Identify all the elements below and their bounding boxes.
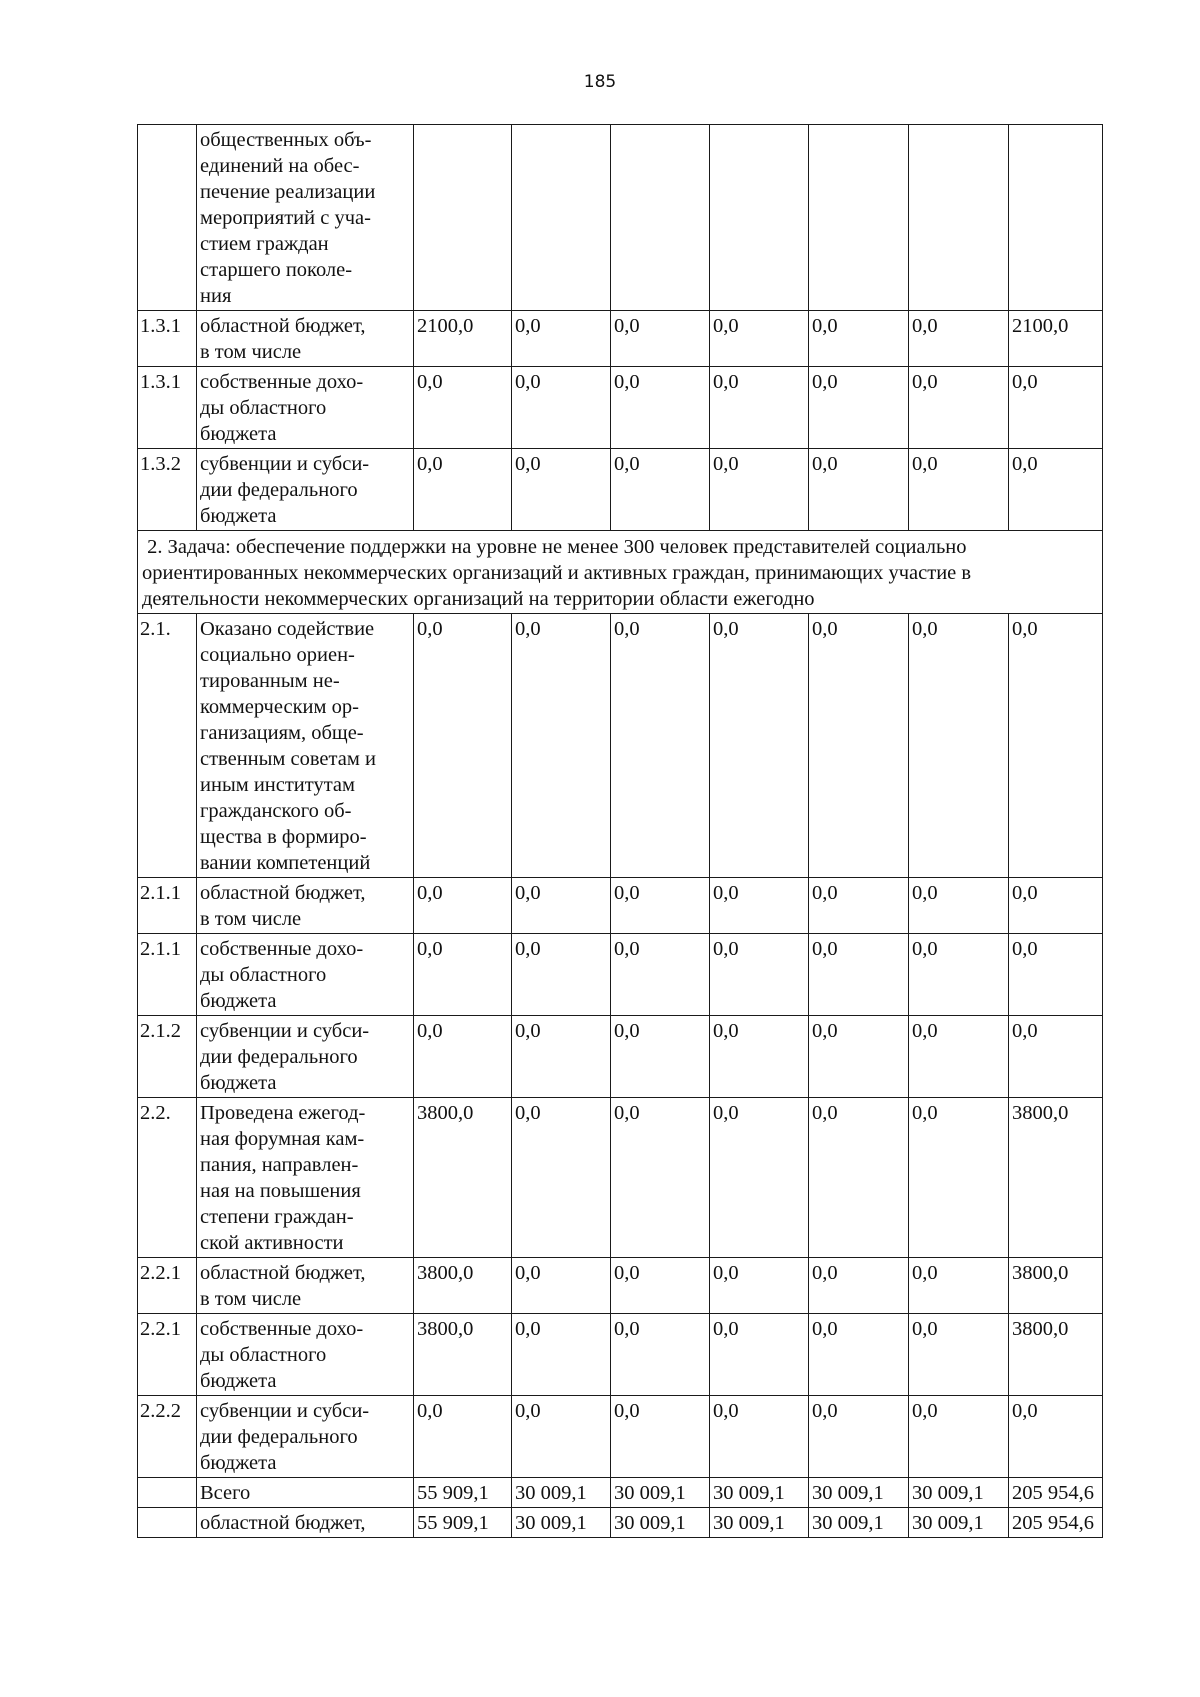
name-line: субвенции и субси- bbox=[200, 1400, 370, 1422]
task-line: деятельности некоммерческих организаций на территории области ежегодно bbox=[142, 588, 815, 610]
row-name bbox=[197, 1478, 414, 1508]
value-cell: 0,0 bbox=[809, 614, 909, 878]
value-cell: 30 009,1 bbox=[512, 1478, 611, 1508]
value-cell: 0,0 bbox=[809, 311, 909, 367]
value-cell: 0,0 bbox=[512, 1258, 611, 1314]
name-line: ды областного bbox=[200, 1344, 327, 1366]
name-line: ды областного bbox=[200, 964, 327, 986]
name-line: в том числе bbox=[200, 1288, 302, 1310]
name-line: ды областного bbox=[200, 397, 327, 419]
value-cell bbox=[1009, 125, 1103, 311]
name-line: Оказано содействие bbox=[200, 618, 375, 640]
value-cell: 0,0 bbox=[809, 1098, 909, 1258]
name-line: областной бюджет, bbox=[200, 1262, 366, 1284]
name-line: социально ориен- bbox=[200, 644, 355, 666]
value-cell: 30 009,1 bbox=[611, 1508, 710, 1538]
value-cell: 3800,0 bbox=[1009, 1314, 1103, 1396]
row-name bbox=[197, 367, 414, 449]
row-code: 2.2.1 bbox=[138, 1314, 197, 1396]
value-cell: 0,0 bbox=[1009, 1396, 1103, 1478]
task-line: ориентированных некоммерческих организаций и активных граждан, принимающих участие в bbox=[142, 562, 972, 584]
value-cell: 0,0 bbox=[611, 367, 710, 449]
value-cell: 0,0 bbox=[414, 614, 512, 878]
value-cell: 3800,0 bbox=[414, 1314, 512, 1396]
name-line: собственные дохо- bbox=[200, 1318, 364, 1340]
table-row bbox=[138, 1258, 1103, 1314]
value-cell: 0,0 bbox=[1009, 614, 1103, 878]
value-cell: 0,0 bbox=[611, 878, 710, 934]
page-number: 185 bbox=[583, 72, 617, 92]
name-line: областной бюджет, bbox=[200, 315, 366, 337]
value-cell bbox=[909, 125, 1009, 311]
value-cell: 3800,0 bbox=[1009, 1098, 1103, 1258]
table-row bbox=[138, 614, 1103, 878]
value-cell: 205 954,6 bbox=[1009, 1478, 1103, 1508]
value-cell: 0,0 bbox=[809, 1314, 909, 1396]
row-code: 2.2.1 bbox=[138, 1258, 197, 1314]
value-cell: 0,0 bbox=[414, 449, 512, 531]
value-cell: 0,0 bbox=[512, 311, 611, 367]
name-line: дии федерального bbox=[200, 479, 358, 501]
row-name bbox=[197, 449, 414, 531]
row-name bbox=[197, 1314, 414, 1396]
value-cell: 0,0 bbox=[909, 1098, 1009, 1258]
value-cell: 0,0 bbox=[909, 1016, 1009, 1098]
table-row bbox=[138, 367, 1103, 449]
total-row bbox=[138, 1508, 1103, 1538]
total-row bbox=[138, 1478, 1103, 1508]
value-cell bbox=[512, 125, 611, 311]
value-cell: 0,0 bbox=[909, 1258, 1009, 1314]
value-cell: 0,0 bbox=[710, 367, 809, 449]
value-cell: 0,0 bbox=[611, 311, 710, 367]
row-code: 2.1.1 bbox=[138, 878, 197, 934]
value-cell: 0,0 bbox=[1009, 934, 1103, 1016]
name-line: ная форумная кам- bbox=[200, 1128, 365, 1150]
value-cell: 0,0 bbox=[710, 878, 809, 934]
name-line: бюджета bbox=[200, 1452, 277, 1474]
value-cell: 0,0 bbox=[809, 934, 909, 1016]
value-cell: 0,0 bbox=[512, 367, 611, 449]
value-cell: 2100,0 bbox=[1009, 311, 1103, 367]
name-line: областной бюджет, bbox=[200, 1512, 366, 1534]
name-line: пания, направлен- bbox=[200, 1154, 359, 1176]
value-cell: 30 009,1 bbox=[809, 1508, 909, 1538]
value-cell: 0,0 bbox=[809, 367, 909, 449]
name-line: щества в формиро- bbox=[200, 826, 367, 848]
value-cell: 0,0 bbox=[710, 1396, 809, 1478]
value-cell: 2100,0 bbox=[414, 311, 512, 367]
value-cell: 0,0 bbox=[414, 1396, 512, 1478]
name-line: старшего поколе- bbox=[200, 259, 353, 281]
value-cell bbox=[710, 125, 809, 311]
value-cell: 3800,0 bbox=[414, 1258, 512, 1314]
value-cell: 30 009,1 bbox=[909, 1508, 1009, 1538]
name-line: Всего bbox=[200, 1482, 251, 1504]
value-cell: 205 954,6 bbox=[1009, 1508, 1103, 1538]
value-cell bbox=[809, 125, 909, 311]
name-line: Проведена ежегод- bbox=[200, 1102, 366, 1124]
row-name bbox=[197, 878, 414, 934]
value-cell: 0,0 bbox=[414, 934, 512, 1016]
value-cell: 0,0 bbox=[414, 367, 512, 449]
name-line: в том числе bbox=[200, 908, 302, 930]
name-line: в том числе bbox=[200, 341, 302, 363]
value-cell: 0,0 bbox=[909, 367, 1009, 449]
name-line: ственным советам и bbox=[200, 748, 376, 770]
value-cell: 0,0 bbox=[611, 449, 710, 531]
name-line: бюджета bbox=[200, 1370, 277, 1392]
row-name bbox=[197, 1258, 414, 1314]
row-code: 2.1. bbox=[138, 614, 197, 878]
name-line: собственные дохо- bbox=[200, 938, 364, 960]
table-row bbox=[138, 1396, 1103, 1478]
value-cell: 3800,0 bbox=[414, 1098, 512, 1258]
row-name bbox=[197, 1508, 414, 1538]
value-cell: 0,0 bbox=[909, 878, 1009, 934]
table-row-continuation bbox=[138, 125, 1103, 311]
value-cell: 0,0 bbox=[611, 1016, 710, 1098]
value-cell: 30 009,1 bbox=[710, 1478, 809, 1508]
value-cell: 0,0 bbox=[909, 449, 1009, 531]
table-row bbox=[138, 1016, 1103, 1098]
row-name bbox=[197, 934, 414, 1016]
value-cell: 0,0 bbox=[512, 934, 611, 1016]
table-row bbox=[138, 449, 1103, 531]
value-cell: 0,0 bbox=[909, 1396, 1009, 1478]
row-code bbox=[138, 1508, 197, 1538]
value-cell: 30 009,1 bbox=[512, 1508, 611, 1538]
value-cell: 0,0 bbox=[809, 1258, 909, 1314]
value-cell: 0,0 bbox=[611, 1314, 710, 1396]
row-code: 2.2. bbox=[138, 1098, 197, 1258]
value-cell: 0,0 bbox=[1009, 878, 1103, 934]
table-row bbox=[138, 1098, 1103, 1258]
name-line: общественных объ- bbox=[200, 129, 372, 151]
task-line: 2. Задача: обеспечение поддержки на уровне не менее 300 человек представителей социально bbox=[142, 536, 967, 558]
value-cell: 0,0 bbox=[710, 1016, 809, 1098]
name-line: иным институтам bbox=[200, 774, 356, 796]
name-line: субвенции и субси- bbox=[200, 453, 370, 475]
row-code bbox=[138, 125, 197, 311]
value-cell: 0,0 bbox=[710, 1258, 809, 1314]
row-name bbox=[197, 1016, 414, 1098]
name-line: печение реализации bbox=[200, 181, 376, 203]
value-cell: 0,0 bbox=[710, 449, 809, 531]
table-row bbox=[138, 934, 1103, 1016]
value-cell: 0,0 bbox=[909, 1314, 1009, 1396]
value-cell: 30 009,1 bbox=[710, 1508, 809, 1538]
row-code: 2.2.2 bbox=[138, 1396, 197, 1478]
value-cell: 0,0 bbox=[809, 1396, 909, 1478]
budget-table bbox=[137, 124, 1103, 1538]
row-code: 1.3.1 bbox=[138, 311, 197, 367]
value-cell: 0,0 bbox=[611, 614, 710, 878]
table-row bbox=[138, 878, 1103, 934]
value-cell: 0,0 bbox=[710, 934, 809, 1016]
value-cell: 0,0 bbox=[1009, 449, 1103, 531]
value-cell: 0,0 bbox=[512, 1396, 611, 1478]
name-line: бюджета bbox=[200, 423, 277, 445]
name-line: субвенции и субси- bbox=[200, 1020, 370, 1042]
table-row bbox=[138, 1314, 1103, 1396]
row-name bbox=[197, 125, 414, 311]
name-line: дии федерального bbox=[200, 1046, 358, 1068]
value-cell: 55 909,1 bbox=[414, 1508, 512, 1538]
name-line: стием граждан bbox=[200, 233, 329, 255]
value-cell: 0,0 bbox=[512, 1314, 611, 1396]
value-cell: 0,0 bbox=[611, 934, 710, 1016]
value-cell: 0,0 bbox=[710, 311, 809, 367]
value-cell: 55 909,1 bbox=[414, 1478, 512, 1508]
table-row bbox=[138, 311, 1103, 367]
value-cell: 0,0 bbox=[909, 934, 1009, 1016]
value-cell: 0,0 bbox=[809, 449, 909, 531]
value-cell: 0,0 bbox=[909, 311, 1009, 367]
name-line: ная на повышения bbox=[200, 1180, 361, 1202]
row-code: 2.1.1 bbox=[138, 934, 197, 1016]
name-line: единений на обес- bbox=[200, 155, 360, 177]
value-cell: 0,0 bbox=[611, 1098, 710, 1258]
value-cell: 0,0 bbox=[909, 614, 1009, 878]
row-code: 1.3.2 bbox=[138, 449, 197, 531]
name-line: тированным не- bbox=[200, 670, 340, 692]
row-name bbox=[197, 614, 414, 878]
name-line: ния bbox=[200, 285, 232, 307]
row-code: 1.3.1 bbox=[138, 367, 197, 449]
row-code: 2.1.2 bbox=[138, 1016, 197, 1098]
value-cell: 0,0 bbox=[414, 878, 512, 934]
name-line: ганизациям, обще- bbox=[200, 722, 364, 744]
name-line: степени граждан- bbox=[200, 1206, 354, 1228]
name-line: бюджета bbox=[200, 990, 277, 1012]
value-cell: 0,0 bbox=[611, 1258, 710, 1314]
name-line: гражданского об- bbox=[200, 800, 352, 822]
row-name bbox=[197, 1098, 414, 1258]
value-cell: 3800,0 bbox=[1009, 1258, 1103, 1314]
row-code bbox=[138, 1478, 197, 1508]
value-cell: 0,0 bbox=[512, 1098, 611, 1258]
value-cell bbox=[414, 125, 512, 311]
value-cell: 30 009,1 bbox=[809, 1478, 909, 1508]
value-cell: 0,0 bbox=[710, 1314, 809, 1396]
value-cell: 0,0 bbox=[710, 614, 809, 878]
value-cell: 0,0 bbox=[512, 878, 611, 934]
name-line: дии федерального bbox=[200, 1426, 358, 1448]
name-line: областной бюджет, bbox=[200, 882, 366, 904]
name-line: ской активности bbox=[200, 1232, 344, 1254]
value-cell: 0,0 bbox=[809, 1016, 909, 1098]
value-cell: 0,0 bbox=[1009, 1016, 1103, 1098]
value-cell: 30 009,1 bbox=[909, 1478, 1009, 1508]
name-line: коммерческим ор- bbox=[200, 696, 359, 718]
name-line: вании компетенций bbox=[200, 852, 371, 874]
name-line: собственные дохо- bbox=[200, 371, 364, 393]
value-cell: 0,0 bbox=[611, 1396, 710, 1478]
name-line: мероприятий с уча- bbox=[200, 207, 371, 229]
value-cell: 0,0 bbox=[512, 614, 611, 878]
value-cell: 0,0 bbox=[512, 1016, 611, 1098]
name-line: бюджета bbox=[200, 1072, 277, 1094]
value-cell: 0,0 bbox=[512, 449, 611, 531]
value-cell: 30 009,1 bbox=[611, 1478, 710, 1508]
value-cell: 0,0 bbox=[1009, 367, 1103, 449]
name-line: бюджета bbox=[200, 505, 277, 527]
task-heading bbox=[138, 531, 1103, 614]
row-name bbox=[197, 311, 414, 367]
value-cell: 0,0 bbox=[809, 878, 909, 934]
row-name bbox=[197, 1396, 414, 1478]
value-cell bbox=[611, 125, 710, 311]
task-row bbox=[138, 531, 1103, 614]
value-cell: 0,0 bbox=[710, 1098, 809, 1258]
value-cell: 0,0 bbox=[414, 1016, 512, 1098]
